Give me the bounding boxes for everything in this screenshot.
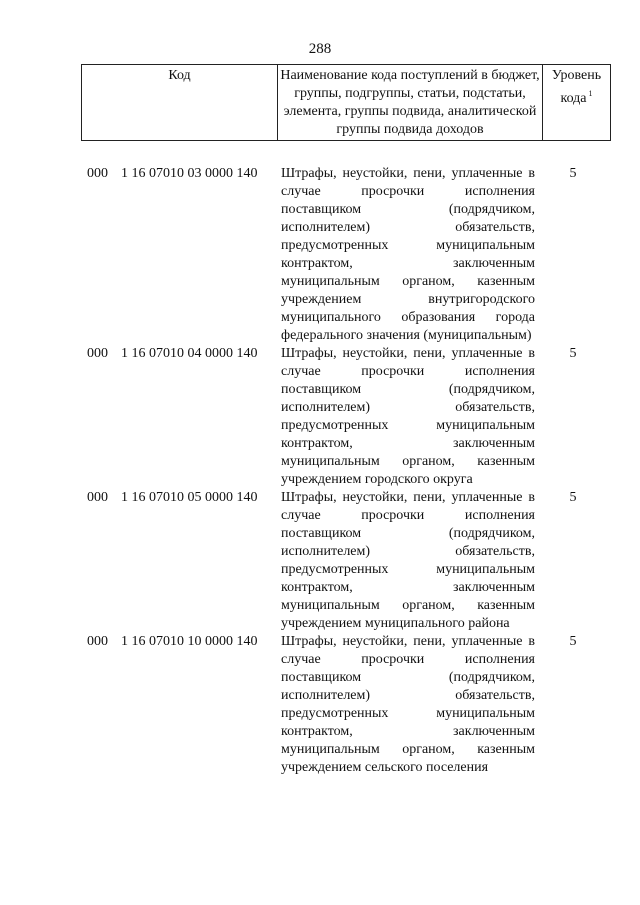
row-code: 1 16 07010 10 0000 140 [121, 634, 258, 649]
row-prefix: 000 [87, 490, 108, 505]
row-name: Штрафы, неустойки, пени, уплаченные в случае просрочки исполнения поставщиком (подрядчиком, исполнителем) обязательств, предусмотренных муниципальным контрактом, заключенным муниципальным органом, казенным учреждением муниципального района [281, 490, 535, 631]
header-level-label: Уровень кода [551, 68, 602, 106]
header-code: Код [82, 65, 278, 140]
table-header [81, 64, 611, 141]
row-level: 5 [569, 346, 577, 361]
table-row [81, 345, 611, 489]
table-row [81, 633, 611, 777]
header-name: Наименование кода поступлений в бюджет, группы, подгруппы, статьи, подстатьи, элемента, группы подвида, аналитической группы подвида доходов [278, 65, 543, 140]
row-name: Штрафы, неустойки, пени, уплаченные в случае просрочки исполнения поставщиком (подрядчиком, исполнителем) обязательств, предусмотренных муниципальным контрактом, заключенным муниципальным органом, казенным учреждением городского округа [281, 346, 535, 487]
row-prefix: 000 [87, 634, 108, 649]
table-body [81, 165, 611, 777]
row-prefix: 000 [87, 346, 108, 361]
row-level: 5 [569, 490, 577, 505]
row-name: Штрафы, неустойки, пени, уплаченные в случае просрочки исполнения поставщиком (подрядчиком, исполнителем) обязательств, предусмотренных муниципальным контрактом, заключенным муниципальным органом, казенным учреждением сельского поселения [281, 634, 535, 775]
table-row [81, 165, 611, 345]
page-number: 288 [308, 41, 332, 57]
header-level-footnote: 1 [588, 89, 593, 98]
revenue-code-table [81, 64, 611, 777]
row-code: 1 16 07010 04 0000 140 [121, 346, 258, 361]
row-name: Штрафы, неустойки, пени, уплаченные в случае просрочки исполнения поставщиком (подрядчиком, исполнителем) обязательств, предусмотренных муниципальным контрактом, заключенным муниципальным органом, казенным учреждением внутригородского муниципального образования города федерального значения (муниципальным) [281, 166, 535, 343]
table-row [81, 489, 611, 633]
row-code: 1 16 07010 05 0000 140 [121, 490, 258, 505]
row-level: 5 [569, 166, 577, 181]
row-prefix: 000 [87, 166, 108, 181]
row-code: 1 16 07010 03 0000 140 [121, 166, 258, 181]
row-level: 5 [569, 634, 577, 649]
header-level [543, 65, 610, 140]
